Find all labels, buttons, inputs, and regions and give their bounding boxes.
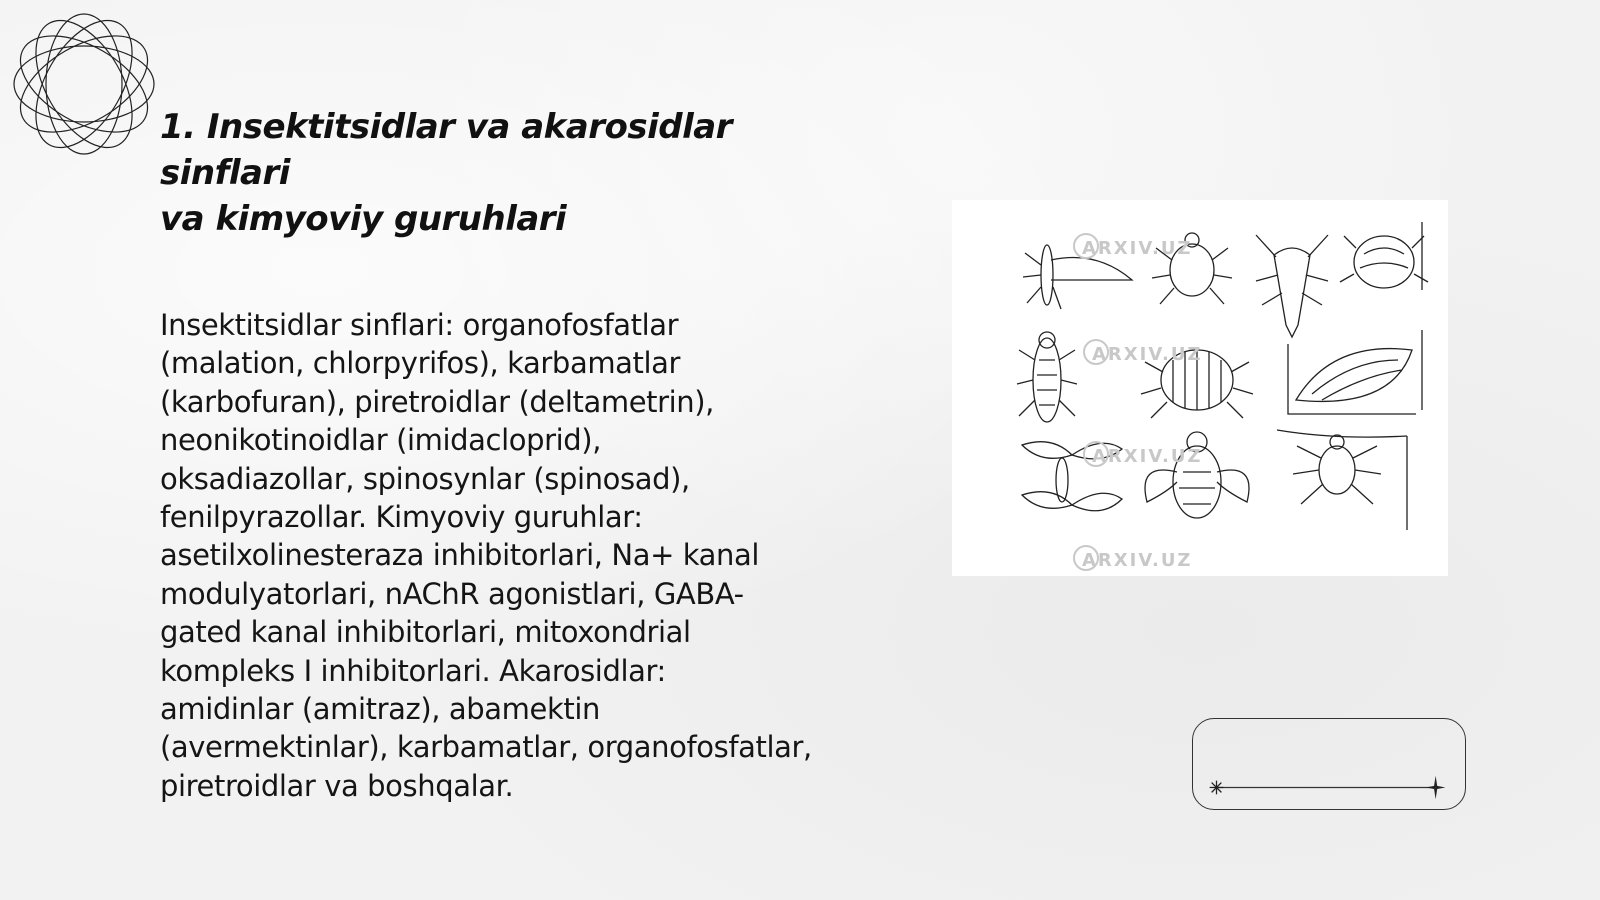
- watermark-label: ARXIV.UZ: [1092, 344, 1203, 365]
- insect-drawing: [1017, 332, 1077, 422]
- body-line: piretroidlar va boshqalar.: [160, 768, 514, 803]
- body-line: Insektitsidlar sinflari: organofosfatlar: [160, 308, 679, 342]
- insect-drawing: [1288, 344, 1416, 414]
- title-line-1: 1. Insektitsidlar va akarosidlar sinflari: [160, 107, 732, 193]
- insect-illustrations-image: [952, 200, 1448, 576]
- sparkle-icon: [1210, 781, 1224, 795]
- body-line: fenilpyrazollar. Kimyoviy guruhlar:: [160, 500, 643, 535]
- body-line: amidinlar (amitraz), abamektin: [160, 692, 600, 727]
- insect-drawing: [1145, 432, 1249, 518]
- decorative-card: [1192, 718, 1466, 810]
- body-line: (avermektinlar), karbamatlar, organofosfatlar,: [160, 730, 812, 765]
- insect-drawing: [1340, 236, 1428, 288]
- body-line: neonikotinoidlar (imidacloprid),: [160, 423, 602, 458]
- ring-ornament-icon: [10, 10, 158, 158]
- title-line-2: va kimyoviy guruhlari: [160, 199, 567, 239]
- body-line: (malation, chlorpyrifos), karbamatlar: [160, 346, 681, 381]
- body-line: gated kanal inhibitorlari, mitoxondrial: [160, 615, 691, 650]
- body-paragraph: [160, 306, 860, 805]
- insect-illustrations-icon: [952, 200, 1448, 576]
- star-cross-icon: [1426, 776, 1446, 799]
- watermark-label: ARXIV.UZ: [1082, 238, 1193, 259]
- insect-drawing: [1256, 235, 1328, 337]
- watermark-label: ARXIV.UZ: [1082, 550, 1193, 571]
- page-title: [160, 104, 860, 242]
- body-line: kompleks I inhibitorlari. Akarosidlar:: [160, 653, 666, 688]
- watermark-label: ARXIV.UZ: [1092, 446, 1203, 467]
- body-line: asetilxolinesteraza inhibitorlari, Na+ kanal: [160, 538, 760, 573]
- body-line: oksadiazollar, spinosynlar (spinosad),: [160, 461, 690, 496]
- body-line: modulyatorlari, nAChR agonistlari, GABA-: [160, 576, 744, 611]
- insect-drawing: [1277, 430, 1407, 530]
- body-line: (karbofuran), piretroidlar (deltametrin),: [160, 384, 714, 419]
